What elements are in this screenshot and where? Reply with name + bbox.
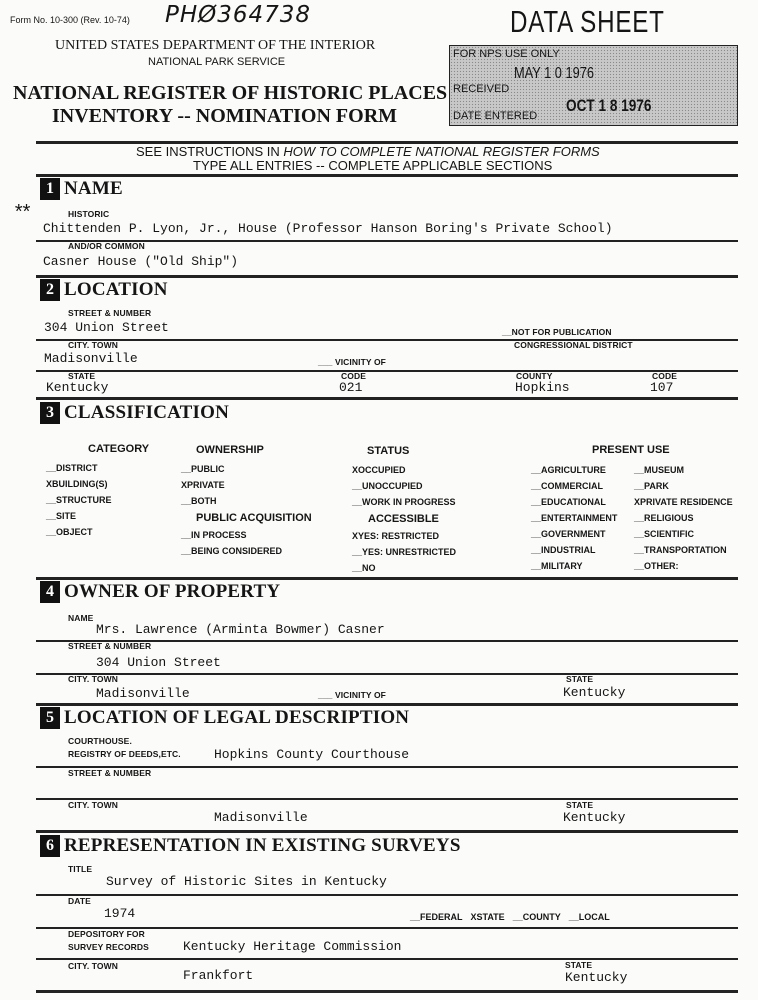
status-options	[352, 463, 456, 511]
legal-city-value: Madisonville	[214, 810, 308, 825]
not-for-publication: __NOT FOR PUBLICATION	[502, 327, 612, 337]
owner-street-value: 304 Union Street	[96, 655, 221, 670]
divider	[36, 958, 738, 960]
present-use-header: PRESENT USE	[592, 444, 670, 456]
congressional-district-label: CONGRESSIONAL DISTRICT	[514, 340, 633, 350]
depository-label: DEPOSITORY FOR	[68, 929, 145, 939]
checkbox-option: __UNOCCUPIED	[352, 481, 423, 491]
checkbox-option: __AGRICULTURE	[531, 465, 606, 475]
handwritten-mark: **	[14, 201, 30, 223]
section-3-header	[40, 402, 229, 424]
checkbox-option: XOCCUPIED	[352, 465, 406, 475]
checkbox-option: __OBJECT	[46, 527, 93, 537]
survey-title-label: TITLE	[68, 864, 93, 874]
historic-name-value: Chittenden P. Lyon, Jr., House (Professor Hanson Boring's Private School)	[43, 221, 613, 236]
checkbox-option: __MUSEUM	[634, 465, 685, 475]
section-5-header	[40, 707, 409, 729]
survey-level-option: __LOCAL	[568, 912, 610, 922]
checkbox-option: __WORK IN PROGRESS	[352, 497, 456, 507]
checkbox-option: __GOVERNMENT	[531, 529, 606, 539]
section-number: 1	[40, 178, 60, 200]
checkbox-option: __STRUCTURE	[46, 495, 112, 505]
ownership-options	[181, 462, 225, 510]
divider	[36, 894, 738, 896]
instructions-line2: TYPE ALL ENTRIES -- COMPLETE APPLICABLE SECTIONS	[193, 158, 553, 173]
county-code-value: 107	[650, 380, 674, 395]
section-title: CLASSIFICATION	[64, 402, 230, 423]
checkbox-option: __PUBLIC	[181, 464, 225, 474]
owner-street-label: STREET & NUMBER	[68, 641, 152, 651]
survey-city-value: Frankfort	[183, 968, 254, 983]
divider	[36, 798, 738, 800]
registry-label: REGISTRY OF DEEDS,ETC.	[68, 749, 181, 759]
section-title: NAME	[64, 178, 123, 199]
legal-street-label: STREET & NUMBER	[68, 768, 152, 778]
survey-date-value: 1974	[104, 906, 136, 921]
section-number: 3	[40, 402, 60, 424]
survey-date-label: DATE	[68, 896, 91, 906]
section-number: 2	[40, 279, 60, 301]
checkbox-option: __COMMERCIAL	[531, 481, 604, 491]
checkbox-option: __IN PROCESS	[181, 530, 247, 540]
form-title-line2: INVENTORY -- NOMINATION FORM	[52, 105, 398, 127]
service: NATIONAL PARK SERVICE	[148, 56, 286, 68]
section-4-header	[40, 581, 280, 603]
handwritten-id: PHØ364738	[165, 2, 312, 28]
survey-level-option: __FEDERAL	[410, 912, 463, 922]
owner-name-label: NAME	[68, 613, 94, 623]
checkbox-option: XPRIVATE RESIDENCE	[634, 497, 733, 507]
survey-city-label: CITY. TOWN	[68, 961, 118, 971]
state-code-label: CODE	[341, 371, 366, 381]
checkbox-option: __RELIGIOUS	[634, 513, 694, 523]
survey-title-value: Survey of Historic Sites in Kentucky	[106, 874, 387, 889]
section-1-header	[40, 178, 123, 200]
checkbox-option: __MILITARY	[531, 561, 583, 571]
city-label: CITY. TOWN	[68, 340, 118, 350]
street-value: 304 Union Street	[44, 320, 169, 335]
survey-level-option: XSTATE	[470, 912, 505, 922]
nps-box-label: FOR NPS USE ONLY	[453, 48, 560, 60]
checkbox-option: __DISTRICT	[46, 463, 98, 473]
owner-vicinity-of: ___ VICINITY OF	[318, 690, 386, 700]
section-number: 4	[40, 581, 60, 603]
public-acquisition-header: PUBLIC ACQUISITION	[196, 512, 312, 524]
received-label: RECEIVED	[453, 83, 510, 95]
historic-label: HISTORIC	[68, 209, 110, 219]
date-entered-label: DATE ENTERED	[453, 110, 538, 122]
category-header: CATEGORY	[88, 443, 150, 455]
checkbox-option: __OTHER:	[634, 561, 679, 571]
checkbox-option: __BEING CONSIDERED	[181, 546, 283, 556]
owner-city-label: CITY. TOWN	[68, 674, 118, 684]
survey-level-option: __COUNTY	[512, 912, 561, 922]
checkbox-option: __YES: UNRESTRICTED	[352, 547, 457, 557]
county-code-label: CODE	[652, 371, 677, 381]
checkbox-option: __TRANSPORTATION	[634, 545, 727, 555]
common-name-label: AND/OR COMMON	[68, 241, 145, 251]
survey-levels	[410, 910, 610, 926]
checkbox-option: __BOTH	[181, 496, 217, 506]
accessible-header: ACCESSIBLE	[368, 513, 439, 525]
checkbox-option: __PARK	[634, 481, 669, 491]
survey-records-label: SURVEY RECORDS	[68, 942, 149, 952]
legal-city-label: CITY. TOWN	[68, 800, 118, 810]
category-options	[46, 461, 112, 541]
instructions-prefix: SEE INSTRUCTIONS IN	[136, 144, 284, 159]
ownership-header: OWNERSHIP	[196, 444, 264, 456]
checkbox-option: XBUILDING(S)	[46, 479, 108, 489]
acquisition-options	[181, 528, 282, 560]
data-sheet-title: DATA SHEET	[510, 4, 665, 39]
state-value: Kentucky	[46, 380, 109, 395]
owner-name-value: Mrs. Lawrence (Arminta Bowmer) Casner	[96, 622, 385, 637]
county-value: Hopkins	[515, 380, 570, 395]
divider	[36, 275, 738, 278]
divider	[36, 990, 738, 993]
owner-state-label: STATE	[566, 674, 594, 684]
date-entered-value: OCT 1 8 1976	[566, 96, 652, 115]
divider	[36, 397, 738, 400]
section-title: OWNER OF PROPERTY	[64, 581, 281, 602]
courthouse-label: COURTHOUSE.	[68, 736, 132, 746]
department: UNITED STATES DEPARTMENT OF THE INTERIOR	[55, 38, 376, 53]
checkbox-option: __INDUSTRIAL	[531, 545, 596, 555]
form-number: Form No. 10-300 (Rev. 10-74)	[10, 15, 130, 25]
owner-city-value: Madisonville	[96, 686, 190, 701]
vicinity-of: ___ VICINITY OF	[318, 357, 386, 367]
section-2-header	[40, 279, 168, 301]
section-number: 6	[40, 835, 60, 857]
instructions-title: HOW TO COMPLETE NATIONAL REGISTER FORMS	[283, 144, 600, 159]
checkbox-option: __ENTERTAINMENT	[531, 513, 618, 523]
survey-state-value: Kentucky	[565, 970, 628, 985]
present-use-options-b	[634, 463, 733, 575]
state-code-value: 021	[339, 380, 363, 395]
checkbox-option: XPRIVATE	[181, 480, 225, 490]
county-label: COUNTY	[516, 371, 553, 381]
divider	[36, 370, 738, 372]
courthouse-value: Hopkins County Courthouse	[214, 747, 410, 762]
divider	[36, 673, 738, 675]
common-name-value: Casner House ("Old Ship")	[43, 254, 239, 269]
legal-state-label: STATE	[566, 800, 594, 810]
survey-state-label: STATE	[565, 960, 593, 970]
checkbox-option: __SCIENTIFIC	[634, 529, 695, 539]
owner-state-value: Kentucky	[563, 685, 626, 700]
received-date: MAY 1 0 1976	[514, 65, 594, 82]
form-title-line1: NATIONAL REGISTER OF HISTORIC PLACES	[13, 82, 448, 104]
present-use-options-a	[531, 463, 617, 575]
divider	[36, 703, 738, 706]
divider	[36, 577, 738, 580]
divider	[36, 830, 738, 833]
depository-value: Kentucky Heritage Commission	[183, 939, 402, 954]
city-value: Madisonville	[44, 351, 138, 366]
section-title: LOCATION	[64, 279, 168, 300]
nps-use-box	[449, 45, 738, 126]
street-label: STREET & NUMBER	[68, 308, 152, 318]
accessible-options	[352, 529, 456, 577]
legal-state-value: Kentucky	[563, 810, 626, 825]
state-label: STATE	[68, 371, 96, 381]
section-title: REPRESENTATION IN EXISTING SURVEYS	[64, 835, 461, 856]
checkbox-option: __EDUCATIONAL	[531, 497, 606, 507]
checkbox-option: __SITE	[46, 511, 77, 521]
divider	[36, 174, 738, 177]
checkbox-option: __NO	[352, 563, 376, 573]
section-number: 5	[40, 707, 60, 729]
status-header: STATUS	[367, 445, 410, 457]
section-title: LOCATION OF LEGAL DESCRIPTION	[64, 707, 410, 728]
checkbox-option: XYES: RESTRICTED	[352, 531, 440, 541]
section-6-header	[40, 835, 461, 857]
